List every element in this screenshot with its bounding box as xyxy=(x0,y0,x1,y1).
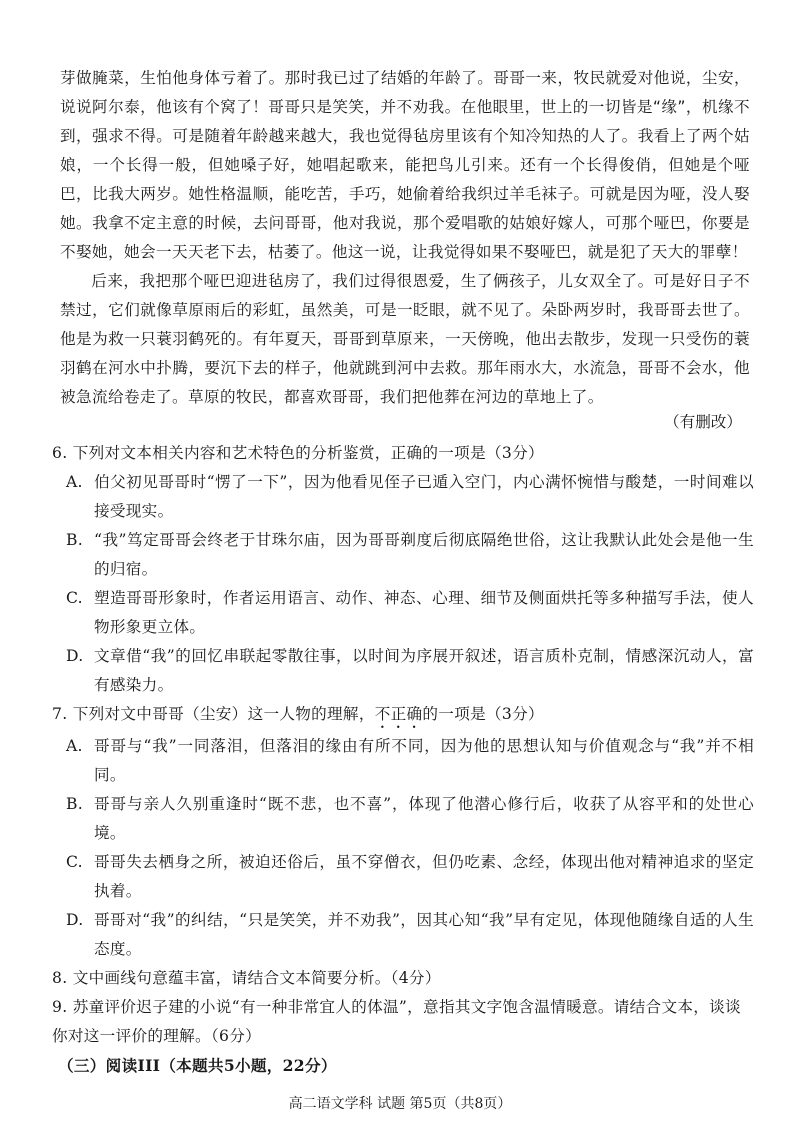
option-text: 哥哥与亲人久别重逢时“既不悲，也不喜”，体现了他潜心修行后，收获了从容平和的处世心境。 xyxy=(94,795,754,842)
option-text: 哥哥与“我”一同落泪，但落泪的缘由有所不同，因为他的思想认知与价值观念与“我”并不相同。 xyxy=(94,737,754,784)
question-7-stem-end: 的一项是（3分） xyxy=(422,705,544,723)
question-8: 8. 文中画线句意蕴丰富，请结合文本简要分析。（4分） xyxy=(52,969,441,987)
passage-paragraph-2: 后来，我把那个哑巴迎进毡房了，我们过得很恩爱，生了俩孩子，儿女双全了。可是好日子不禁过，它们就像草原雨后的彩虹，虽然美，可是一眨眼，就不见了。朵卧两岁时，我哥哥去世了。他是为救一只蓑羽鹤死的。有年夏天，哥哥到草原来，一天傍晚，他出去散步，发现一只受伤的蓑羽鹤在河水中扑腾，要沉下去的样子，他就跳到河中去救。那年雨水大，水流急，哥哥不会水，他被急流给卷走了。草原的牧民，都喜欢哥哥，我们把他葬在河边的草地上了。 xyxy=(60,272,750,406)
option-letter: D. xyxy=(66,911,84,929)
option-text: 哥哥对“我”的纠结，“只是笑笑，并不劝我”，因其心知“我”早有定见，体现他随缘自适的人生态度。 xyxy=(94,911,754,958)
question-7 xyxy=(52,700,754,964)
question-9: 9. 苏童评价迟子建的小说“有一种非常宜人的体温”，意指其文字饱含温情暖意。请结合文本，谈谈你对这一评价的理解。（6分） xyxy=(52,998,741,1045)
option-text: 伯父初见哥哥时“愣了一下”，因为他看见侄子已遁入空门，内心满怀惋惜与酸楚，一时间难以接受现实。 xyxy=(94,473,754,520)
option-text: 哥哥失去栖身之所，被迫还俗后，虽不穿僧衣，但仍吃素、念经，体现出他对精神追求的坚定执着。 xyxy=(94,853,754,900)
reading-passage xyxy=(60,64,750,412)
question-7-stem xyxy=(52,700,754,732)
option-letter: B. xyxy=(66,795,84,813)
option-letter: C. xyxy=(66,853,83,871)
option-letter: A. xyxy=(66,737,83,755)
question-6-option-a xyxy=(52,468,754,526)
question-6-option-c xyxy=(52,584,754,642)
section-3-heading: （三）阅读III（本题共5小题，22分） xyxy=(58,1056,337,1075)
question-7-option-b xyxy=(52,790,754,848)
passage-paragraph-1: 芽做腌菜，生怕他身体亏着了。那时我已过了结婚的年龄了。哥哥一来，牧民就爱对他说，尘安，说说阿尔泰，他该有个窝了！哥哥只是笑笑，并不劝我。在他眼里，世上的一切皆是“缘”，机缘不到，强求不得。可是随着年龄越来越大，我也觉得毡房里该有个知冷知热的人了。我看上了两个姑娘，一个长得一般，但她嗓子好，她唱起歌来，能把鸟儿引来。还有一个长得俊俏，但她是个哑巴，比我大两岁。她性格温顺，能吃苦，手巧，她偷着给我织过羊毛袜子。可就是因为哑，没人娶她。我拿不定主意的时候，去问哥哥，他对我说，那个爱唱歌的姑娘好嫁人，可那个哑巴，你要是不娶她，她会一天天老下去，枯萎了。他这一说，让我觉得如果不娶哑巴，就是犯了天大的罪孽！ xyxy=(60,69,750,261)
question-7-option-d xyxy=(52,906,754,964)
option-letter: B. xyxy=(66,531,84,549)
option-letter: A. xyxy=(66,473,83,491)
questions-block xyxy=(52,439,754,1080)
question-6-option-d xyxy=(52,642,754,700)
question-6-stem: 6. 下列对文本相关内容和艺术特色的分析鉴赏，正确的一项是（3分） xyxy=(52,444,544,462)
source-note: （有删改） xyxy=(664,413,742,431)
page-footer: 高二语文学科 试题 第5页（共8页） xyxy=(288,1096,512,1112)
question-7-option-c xyxy=(52,848,754,906)
question-7-option-a xyxy=(52,732,754,790)
question-7-stem-start: 7. 下列对文中哥哥（尘安）这一人物的理解， xyxy=(52,705,375,723)
option-letter: C. xyxy=(66,589,83,607)
question-6 xyxy=(52,439,754,700)
question-7-emphasis: 不正确 xyxy=(374,705,423,723)
option-text: “我”笃定哥哥会终老于甘珠尔庙，因为哥哥剃度后彻底隔绝世俗，这让我默认此处会是他一生的归宿。 xyxy=(94,531,754,578)
option-text: 文章借“我”的回忆串联起零散往事，以时间为序展开叙述，语言质朴克制，情感深沉动人，富有感染力。 xyxy=(94,647,754,694)
question-6-option-b xyxy=(52,526,754,584)
option-letter: D. xyxy=(66,647,84,665)
option-text: 塑造哥哥形象时，作者运用语言、动作、神态、心理、细节及侧面烘托等多种描写手法，使人物形象更立体。 xyxy=(94,589,754,636)
